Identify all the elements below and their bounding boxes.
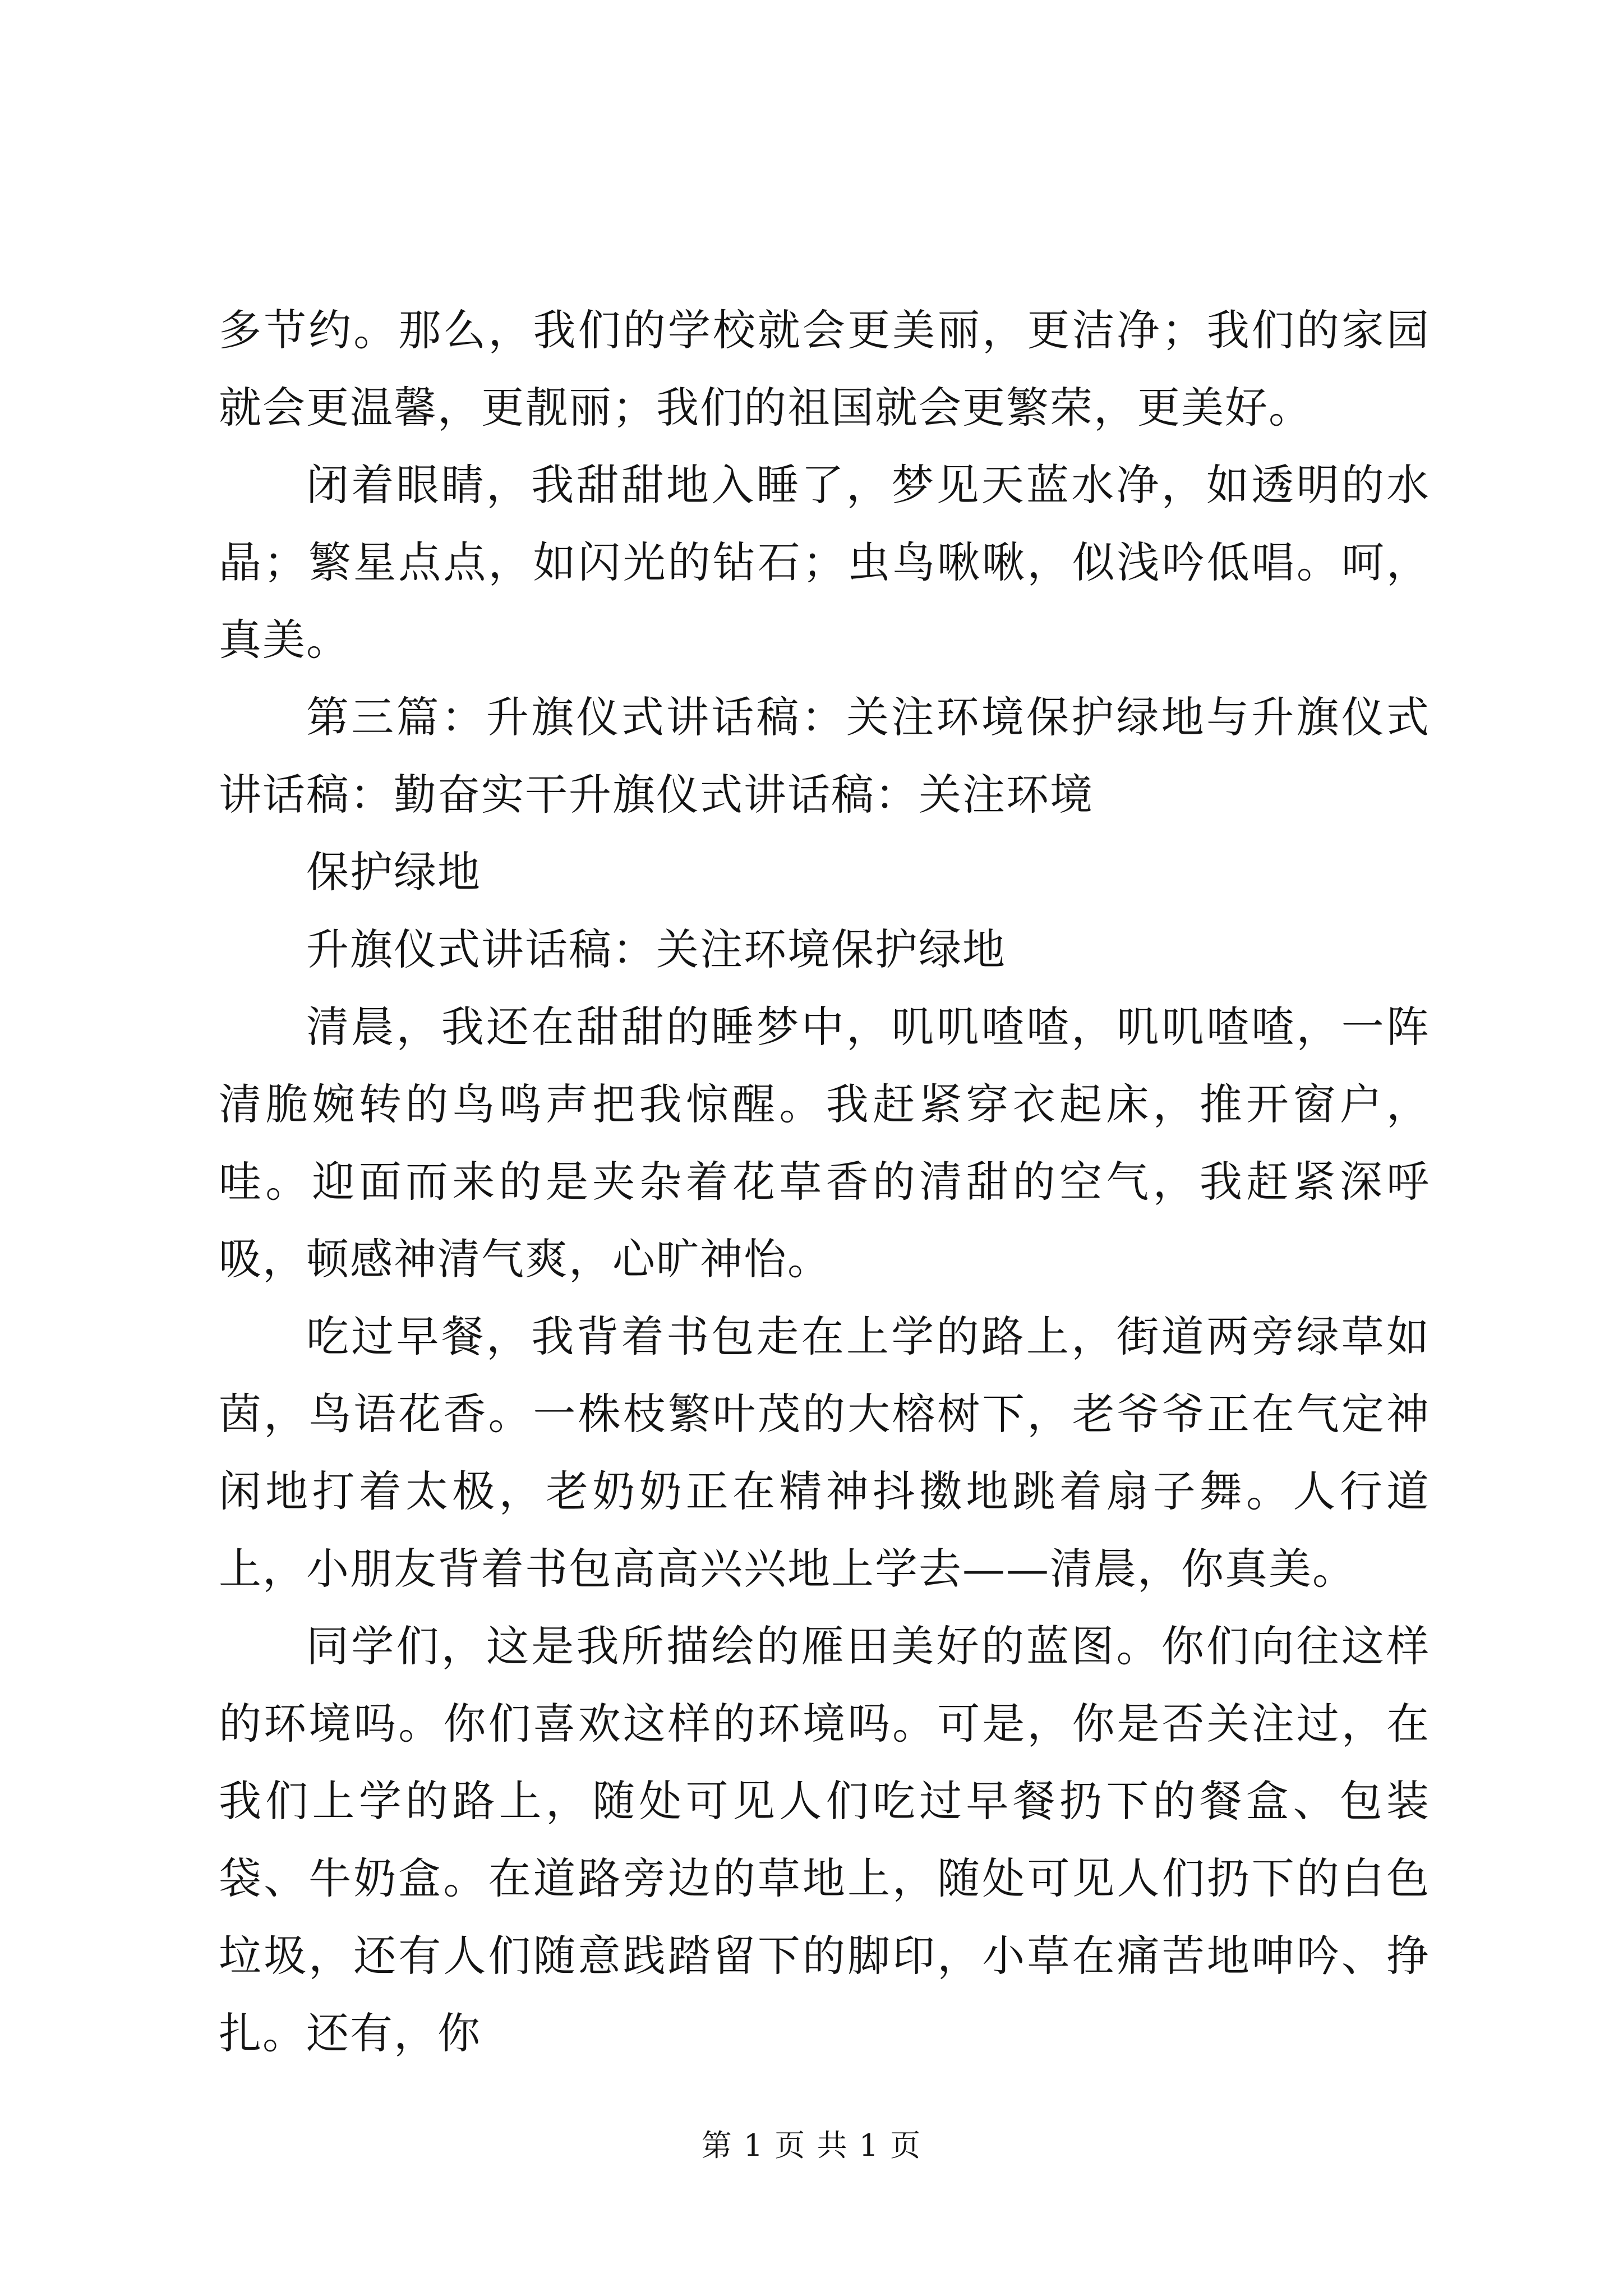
document-body <box>219 292 1430 2072</box>
paragraph-breakfast: 吃过早餐，我背着书包走在上学的路上，街道两旁绿草如茵，鸟语花香。一株枝繁叶茂的大榕树下，老爷爷正在气定神闲地打着太极，老奶奶正在精神抖擞地跳着扇子舞。人行道上，小朋友背着书包高高兴兴地上学去——清晨，你真美。 <box>219 1312 1430 1594</box>
section-heading-continued: 保护绿地 <box>306 847 481 897</box>
paragraph-morning: 清晨，我还在甜甜的睡梦中，叽叽喳喳，叽叽喳喳，一阵清脆婉转的鸟鸣声把我惊醒。我赶紧穿衣起床，推开窗户，哇。迎面而来的是夹杂着花草香的清甜的空气，我赶紧深呼吸，顿感神清气爽，心旷神怡。 <box>219 1002 1430 1284</box>
speech-title: 升旗仪式讲话稿：关注环境保护绿地 <box>306 924 1006 974</box>
paragraph-classmates: 同学们，这是我所描绘的雁田美好的蓝图。你们向往这样的环境吗。你们喜欢这样的环境吗。可是，你是否关注过，在我们上学的路上，随处可见人们吃过早餐扔下的餐盒、包装袋、牛奶盒。在道路旁边的草地上，随处可见人们扔下的白色垃圾，还有人们随意践踏留下的脚印，小草在痛苦地呻吟、挣扎。还有，你 <box>219 1621 1430 2058</box>
page-footer: 第 1 页 共 1 页 <box>701 2128 922 2163</box>
section-heading: 第三篇：升旗仪式讲话稿：关注环境保护绿地与升旗仪式讲话稿：勤奋实干升旗仪式讲话稿：关注环境 <box>219 692 1430 820</box>
paragraph-continuation: 多节约。那么，我们的学校就会更美丽，更洁净；我们的家园就会更温馨，更靓丽；我们的祖国就会更繁荣，更美好。 <box>219 305 1430 432</box>
paragraph-dream: 闭着眼睛，我甜甜地入睡了，梦见天蓝水净，如透明的水晶；繁星点点，如闪光的钻石；虫鸟啾啾，似浅吟低唱。呵，真美。 <box>219 460 1430 665</box>
